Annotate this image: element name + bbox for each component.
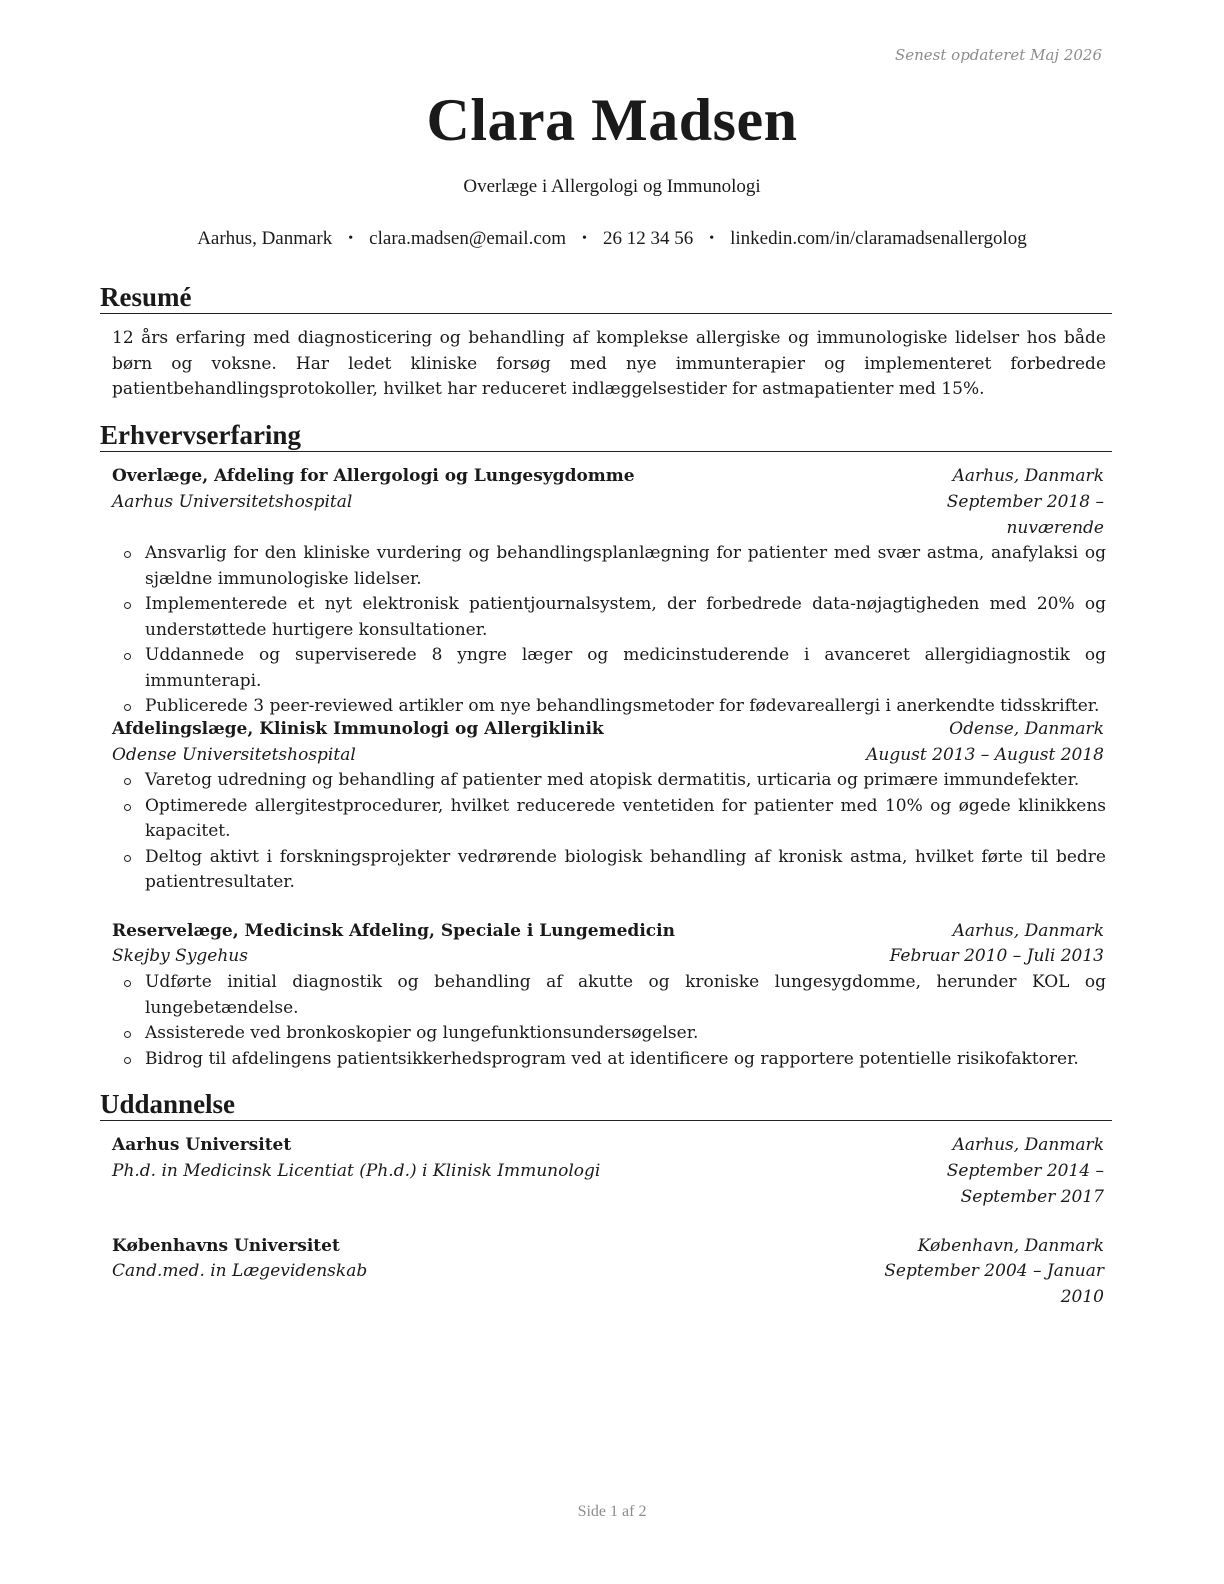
- job-location: Aarhus, Danmark: [952, 921, 1104, 941]
- bullet-circle-icon: [124, 704, 131, 711]
- list-item: Optimerede allergitestprocedurer, hvilket reducerede ventetiden for patienter med 10% og øgede klinikkens kapacitet.: [112, 794, 1106, 845]
- bullet-separator: •: [348, 231, 354, 246]
- job-date: Februar 2010 – Juli 2013: [889, 946, 1104, 966]
- job-subheader: [112, 743, 1104, 769]
- job-employer: Skejby Sygehus: [112, 946, 248, 966]
- section-title-summary: Resumé: [100, 281, 1112, 314]
- bullet-circle-icon: [124, 1057, 131, 1064]
- list-item: Implementerede et nyt elektronisk patientjournalsystem, der forbedrede data-nøjagtigheden med 20% og understøttede hurtigere konsultationer.: [112, 592, 1106, 643]
- bullet-circle-icon: [124, 1031, 131, 1038]
- job-location: Aarhus, Danmark: [952, 466, 1104, 486]
- job-date: August 2013 – August 2018: [866, 745, 1104, 765]
- education-header: [112, 1133, 1104, 1159]
- job-bullets: [112, 541, 1106, 720]
- summary-text: 12 års erfaring med diagnosticering og behandling af komplekse allergiske og immunologiske lidelser hos både børn og voksne. Har ledet kliniske forsøg med nye immunterapier og implementeret forbedrede patientbehandlingsprotokoller, hvilket har reduceret indlæggelsestider for astmapatienter med 15%.: [112, 328, 1106, 399]
- job-subheader: [112, 944, 1104, 970]
- bullet-circle-icon: [124, 653, 131, 660]
- bullet-circle-icon: [124, 778, 131, 785]
- contact-email[interactable]: clara.madsen@email.com: [369, 228, 567, 249]
- job-role: Reservelæge, Medicinsk Afdeling, Speciale i Lungemedicin: [112, 921, 675, 941]
- contact-location: Aarhus, Danmark: [197, 228, 333, 249]
- job-role: Overlæge, Afdeling for Allergologi og Lungesygdomme: [112, 466, 635, 486]
- candidate-name: Clara Madsen: [426, 87, 798, 153]
- job-header: [112, 919, 1104, 945]
- list-item: Bidrog til afdelingens patientsikkerhedsprogram ved at identificere og rapportere potentielle risikofaktorer.: [112, 1047, 1106, 1073]
- job-bullets: [112, 768, 1106, 896]
- bullet-circle-icon: [124, 602, 131, 609]
- job-role: Afdelingslæge, Klinisk Immunologi og Allergiklinik: [112, 719, 604, 739]
- education-header: [112, 1234, 1104, 1260]
- bullet-circle-icon: [124, 551, 131, 558]
- job-header: [112, 717, 1104, 743]
- job-bullets: [112, 970, 1106, 1072]
- job-date: September 2018 – nuværende: [946, 492, 1104, 538]
- education-degree: Ph.d. in Medicinsk Licentiat (Ph.d.) i Klinisk Immunologi: [112, 1161, 601, 1181]
- contact-phone: 26 12 34 56: [602, 228, 694, 249]
- contact-linkedin[interactable]: linkedin.com/in/claramadsenallergolog: [730, 228, 1027, 249]
- list-item: Assisterede ved bronkoskopier og lungefunktionsundersøgelser.: [112, 1021, 1106, 1047]
- bullet-circle-icon: [124, 804, 131, 811]
- list-item: Udførte initial diagnostik og behandling af akutte og kroniske lungesygdomme, herunder KOL og lungebetændelse.: [112, 970, 1106, 1021]
- list-item: Deltog aktivt i forskningsprojekter vedrørende biologisk behandling af kronisk astma, hvilket førte til bedre patientresultater.: [112, 845, 1106, 896]
- education-date: September 2004 – Januar 2010: [884, 1261, 1104, 1307]
- education-degree: Cand.med. in Lægevidenskab: [112, 1261, 368, 1281]
- list-item: Publicerede 3 peer-reviewed artikler om nye behandlingsmetoder for fødevareallergi i anerkendte tidsskrifter.: [112, 694, 1106, 720]
- list-item: Uddannede og superviserede 8 yngre læger og medicinstuderende i avanceret allergidiagnostik og immunterapi.: [112, 643, 1106, 694]
- bullet-separator: •: [582, 231, 587, 246]
- education-location: Aarhus, Danmark: [952, 1135, 1104, 1155]
- candidate-title: Overlæge i Allergologi og Immunologi: [463, 176, 761, 197]
- job-employer: Odense Universitetshospital: [112, 745, 356, 765]
- updated-note: Senest opdateret Maj 2026: [894, 46, 1102, 64]
- list-item: Varetog udredning og behandling af patienter med atopisk dermatitis, urticaria og primære immundefekter.: [112, 768, 1106, 794]
- education-date: September 2014 – September 2017: [946, 1161, 1104, 1207]
- page-number: Side 1 af 2: [577, 1503, 647, 1520]
- job-location: Odense, Danmark: [949, 719, 1104, 739]
- bullet-separator: •: [709, 231, 715, 246]
- education-subheader: [112, 1159, 1104, 1207]
- job-header: [112, 464, 1104, 490]
- education-school: Aarhus Universitet: [112, 1135, 292, 1155]
- job-employer: Aarhus Universitetshospital: [112, 492, 353, 512]
- job-subheader: [112, 490, 1104, 538]
- contact-line: [0, 228, 1224, 250]
- section-title-experience: Erhvervserfaring: [100, 419, 1112, 452]
- education-location: København, Danmark: [917, 1236, 1104, 1256]
- list-item: Ansvarlig for den kliniske vurdering og behandlingsplanlægning for patienter med svær astma, anafylaksi og sjældne immunologiske lidelser.: [112, 541, 1106, 592]
- bullet-circle-icon: [124, 980, 131, 987]
- education-subheader: [112, 1259, 1104, 1307]
- education-school: Københavns Universitet: [112, 1236, 340, 1256]
- bullet-circle-icon: [124, 855, 131, 862]
- section-title-education: Uddannelse: [100, 1088, 1112, 1121]
